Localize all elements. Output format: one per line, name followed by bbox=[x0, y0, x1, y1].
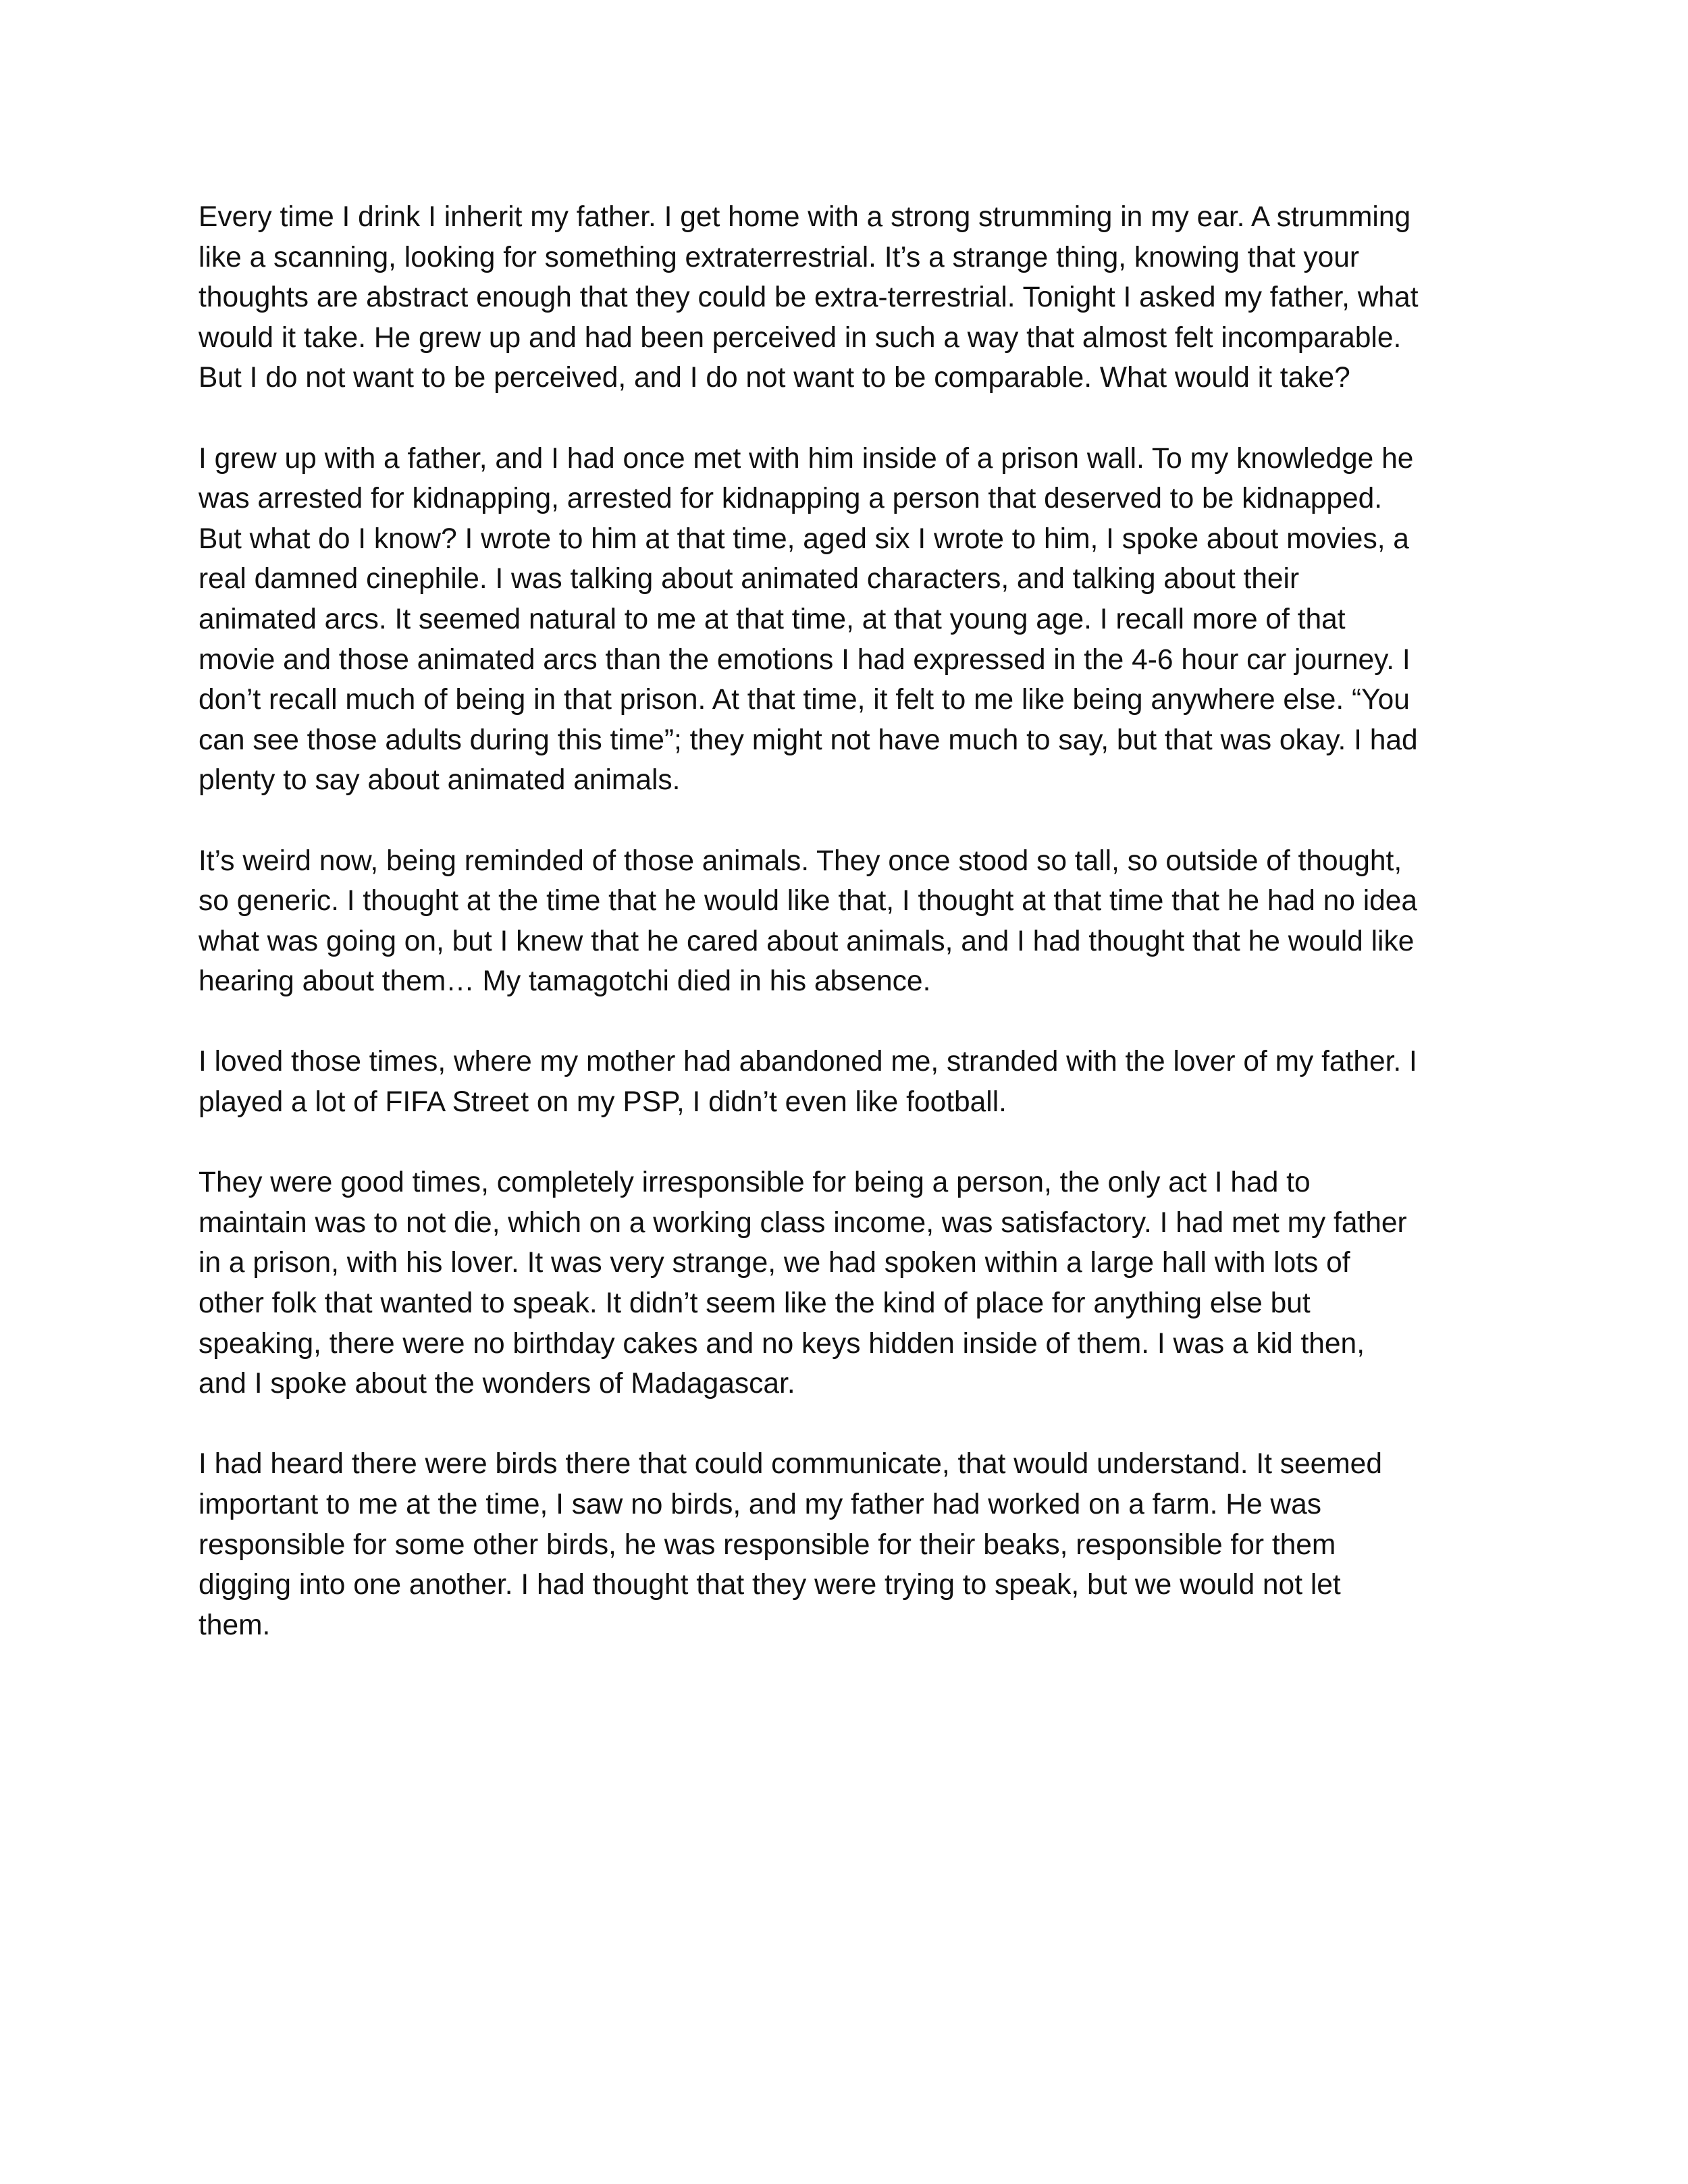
text-line: speaking, there were no birthday cakes and no keys hidden inside of them. I was a kid then, bbox=[199, 1327, 1365, 1360]
text-line: so generic. I thought at the time that he would like that, I thought at that time that he had no idea bbox=[199, 885, 1418, 917]
text-line: thoughts are abstract enough that they could be extra-terrestrial. Tonight I asked my father, what bbox=[199, 282, 1419, 314]
text-line: responsible for some other birds, he was responsible for their beaks, responsible for them bbox=[199, 1528, 1336, 1561]
text-line: them. bbox=[199, 1609, 271, 1641]
text-line: hearing about them… My tamagotchi died in his absence. bbox=[199, 965, 931, 998]
text-line: I had heard there were birds there that could communicate, that would understand. It seemed bbox=[199, 1448, 1382, 1481]
text-line: was arrested for kidnapping, arrested for kidnapping a person that deserved to be kidnapped. bbox=[199, 483, 1383, 515]
text-line: real damned cinephile. I was talking about animated characters, and talking about their bbox=[199, 563, 1300, 595]
paragraph bbox=[199, 1042, 1502, 1122]
text-line: maintain was to not die, which on a working class income, was satisfactory. I had met my father bbox=[199, 1206, 1407, 1239]
text-line: But what do I know? I wrote to him at that time, aged six I wrote to him, I spoke about movies, a bbox=[199, 523, 1409, 555]
text-line: digging into one another. I had thought that they were trying to speak, but we would not let bbox=[199, 1569, 1341, 1601]
text-line: plenty to say about animated animals. bbox=[199, 764, 681, 797]
text-line: in a prison, with his lover. It was very strange, we had spoken within a large hall with lots of bbox=[199, 1247, 1350, 1279]
text-line: don’t recall much of being in that prison. At that time, it felt to me like being anywhere else. “You bbox=[199, 684, 1410, 716]
text-line: movie and those animated arcs than the emotions I had expressed in the 4-6 hour car journey. I bbox=[199, 643, 1410, 676]
text-line: other folk that wanted to speak. It didn’t seem like the kind of place for anything else but bbox=[199, 1287, 1311, 1320]
text-line: can see those adults during this time”; they might not have much to say, but that was okay. I had bbox=[199, 724, 1418, 756]
text-line: played a lot of FIFA Street on my PSP, I didn’t even like football. bbox=[199, 1086, 1007, 1119]
paragraph bbox=[199, 841, 1502, 1002]
text-line: would it take. He grew up and had been perceived in such a way that almost felt incomparable. bbox=[199, 321, 1402, 354]
text-line: But I do not want to be perceived, and I do not want to be comparable. What would it take? bbox=[199, 362, 1350, 394]
paragraph bbox=[199, 197, 1502, 398]
text-line: important to me at the time, I saw no birds, and my father had worked on a farm. He was bbox=[199, 1489, 1321, 1520]
text-line: and I spoke about the wonders of Madagascar. bbox=[199, 1368, 795, 1400]
text-line: I grew up with a father, and I had once met with him inside of a prison wall. To my knowledge he bbox=[199, 442, 1414, 475]
text-line: It’s weird now, being reminded of those animals. They once stood so tall, so outside of thought, bbox=[199, 845, 1402, 877]
text-line: like a scanning, looking for something extraterrestrial. It’s a strange thing, knowing that your bbox=[199, 241, 1360, 273]
text-line: what was going on, but I knew that he cared about animals, and I had thought that he would like bbox=[199, 925, 1415, 957]
text-line: They were good times, completely irresponsible for being a person, the only act I had to bbox=[199, 1167, 1311, 1199]
text-line: animated arcs. It seemed natural to me at that time, at that young age. I recall more of that bbox=[199, 603, 1346, 635]
paragraph bbox=[199, 439, 1502, 801]
document-body bbox=[199, 197, 1502, 1686]
text-line: Every time I drink I inherit my father. I get home with a strong strumming in my ear. A strumming bbox=[199, 201, 1411, 233]
text-line: I loved those times, where my mother had abandoned me, stranded with the lover of my father. I bbox=[199, 1046, 1417, 1078]
paragraph bbox=[199, 1444, 1502, 1645]
paragraph bbox=[199, 1163, 1502, 1404]
